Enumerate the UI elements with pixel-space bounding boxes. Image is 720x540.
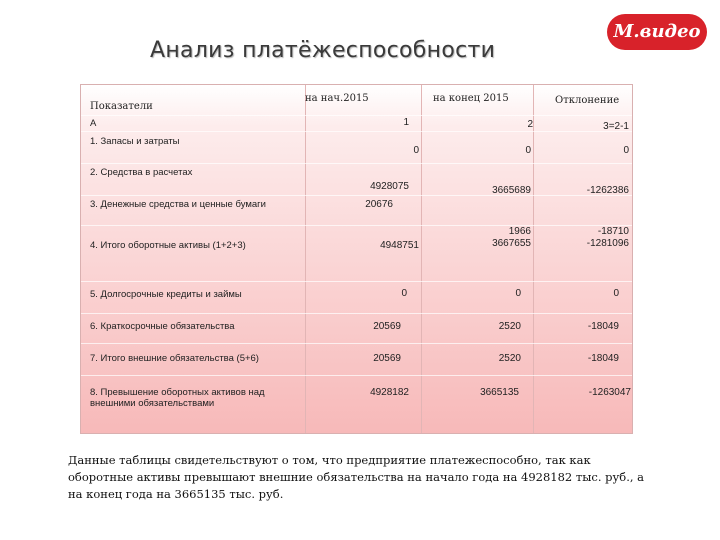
row-label: 6. Краткосрочные обязательства [90, 321, 235, 332]
row-start: 4928075 [370, 181, 409, 192]
row-deviation: -18049 [587, 321, 619, 332]
row-deviation: -1281096 [586, 238, 629, 249]
conclusion-text: Данные таблицы свидетельствуют о том, что предприятие платежеспособно, так как оборотные активы превышают внешние обязательства на начало года на 4928182 тыс. руб., а на конец года на 3665135 тыс. руб. [68, 453, 645, 501]
row-start: 4948751 [380, 240, 419, 251]
index-start: 1 [403, 117, 409, 128]
header-end: на конец 2015 [433, 93, 509, 104]
column-divider [305, 85, 306, 433]
row-label: 8. Превышение оборотных активов над внешними обязательствами [90, 387, 265, 409]
row-deviation: -18049 [587, 353, 619, 364]
row-divider [81, 343, 632, 344]
row-end: 3665689 [492, 185, 531, 196]
solvency-table [80, 84, 633, 434]
row-deviation: -1263047 [588, 387, 631, 398]
row-label: 7. Итого внешние обязательства (5+6) [90, 353, 259, 364]
row-divider [81, 375, 632, 376]
row-end: 1966 [508, 226, 531, 237]
row-divider [81, 313, 632, 314]
row-start: 0 [401, 288, 407, 299]
row-start: 4928182 [370, 387, 409, 398]
column-divider [533, 85, 534, 433]
row-label: 3. Денежные средства и ценные бумаги [90, 199, 266, 210]
row-end: 2520 [498, 353, 521, 364]
row-deviation: 0 [623, 145, 629, 156]
row-deviation: 0 [613, 288, 619, 299]
row-end: 3665135 [480, 387, 519, 398]
header-start: на нач.2015 [305, 93, 369, 104]
column-divider [421, 85, 422, 433]
index-label: А [90, 118, 97, 129]
row-divider [81, 115, 632, 116]
row-label: 2. Средства в расчетах [90, 167, 193, 178]
row-start: 20569 [373, 353, 401, 364]
row-start: 20676 [365, 199, 393, 210]
index-end: 2 [527, 119, 533, 130]
row-label: 4. Итого оборотные активы (1+2+3) [90, 240, 246, 251]
row-end: 2520 [498, 321, 521, 332]
row-start: 20569 [373, 321, 401, 332]
row-label: 1. Запасы и затраты [90, 136, 180, 147]
row-divider [81, 163, 632, 164]
index-deviation: 3=2-1 [603, 121, 629, 132]
row-end: 3667655 [492, 238, 531, 249]
row-end: 0 [525, 145, 531, 156]
page-title: Анализ платёжеспособности [150, 38, 496, 63]
row-deviation: -1262386 [586, 185, 629, 196]
row-divider [81, 281, 632, 282]
row-end: 0 [515, 288, 521, 299]
row-start: 0 [413, 145, 419, 156]
row-deviation: -18710 [597, 226, 629, 237]
header-deviation: Отклонение [555, 95, 620, 106]
mvideo-logo: М.видео [607, 14, 707, 50]
row-label: 5. Долгосрочные кредиты и займы [90, 289, 242, 300]
header-indicator: Показатели [90, 101, 153, 112]
